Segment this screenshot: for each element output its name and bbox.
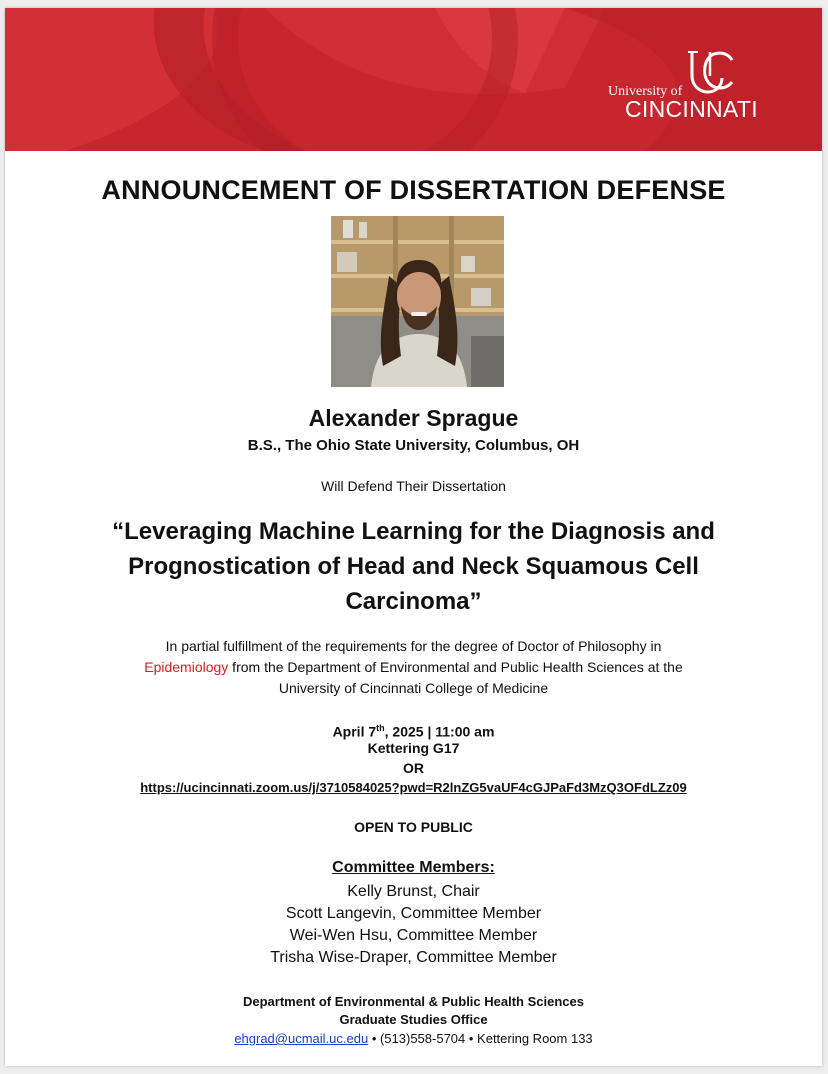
dissertation-title-line-2: Prognostication of Head and Neck Squamous Cell	[128, 553, 699, 580]
page-title: ANNOUNCEMENT OF DISSERTATION DEFENSE	[101, 175, 726, 205]
fulfillment-line-3: University of Cincinnati College of Medicine	[278, 680, 549, 696]
event-date-prefix: April 7	[332, 723, 377, 740]
uc-monogram-icon	[686, 50, 736, 96]
committee-member: Wei-Wen Hsu, Committee Member	[289, 927, 538, 944]
event-location: Kettering G17	[367, 740, 460, 756]
logo-text-small: University of	[608, 84, 683, 99]
event-or: OR	[403, 760, 424, 776]
committee-heading: Committee Members:	[332, 859, 495, 876]
fulfillment-line-2-rest: from the Department of Environmental and Public Health Sciences at the	[228, 659, 683, 675]
announcement-page	[5, 8, 822, 1066]
committee-member: Trisha Wise-Draper, Committee Member	[270, 949, 557, 966]
event-date-suffix: , 2025 | 11:00 am	[384, 723, 495, 740]
candidate-name: Alexander Sprague	[308, 405, 519, 431]
candidate-photo	[331, 216, 504, 387]
header-banner	[5, 8, 822, 151]
program-name: Epidemiology	[144, 659, 229, 675]
open-to-public: OPEN TO PUBLIC	[354, 819, 473, 835]
will-defend-text: Will Defend Their Dissertation	[321, 478, 506, 494]
fulfillment-line-1: In partial fulfillment of the requirements for the degree of Doctor of Philosophy in	[165, 638, 662, 654]
footer-contact-rest: • (513)558-5704 • Kettering Room 133	[368, 1031, 593, 1046]
committee-member: Scott Langevin, Committee Member	[285, 905, 542, 922]
candidate-degree: B.S., The Ohio State University, Columbus, OH	[247, 437, 580, 454]
footer-email-link[interactable]: ehgrad@ucmail.uc.edu	[234, 1031, 369, 1046]
event-date-sup: th	[376, 723, 385, 733]
footer-department: Department of Environmental & Public Health Sciences	[243, 994, 584, 1009]
zoom-link[interactable]: https://ucincinnati.zoom.us/j/3710584025?pwd=R2lnZG5vaUF4cGJPaFd3MzQ3OFdLZz09	[140, 780, 687, 795]
committee-member: Kelly Brunst, Chair	[347, 883, 480, 900]
footer-office: Graduate Studies Office	[339, 1012, 488, 1027]
footer-contact	[5, 1031, 822, 1046]
dissertation-title-line-1: “Leveraging Machine Learning for the Diagnosis and	[112, 518, 715, 545]
fulfillment-line-2	[5, 657, 822, 678]
logo-text-cincinnati: CINCINNATI	[625, 96, 758, 122]
university-logo	[608, 50, 768, 130]
dissertation-title-line-3: Carcinoma”	[345, 588, 482, 615]
